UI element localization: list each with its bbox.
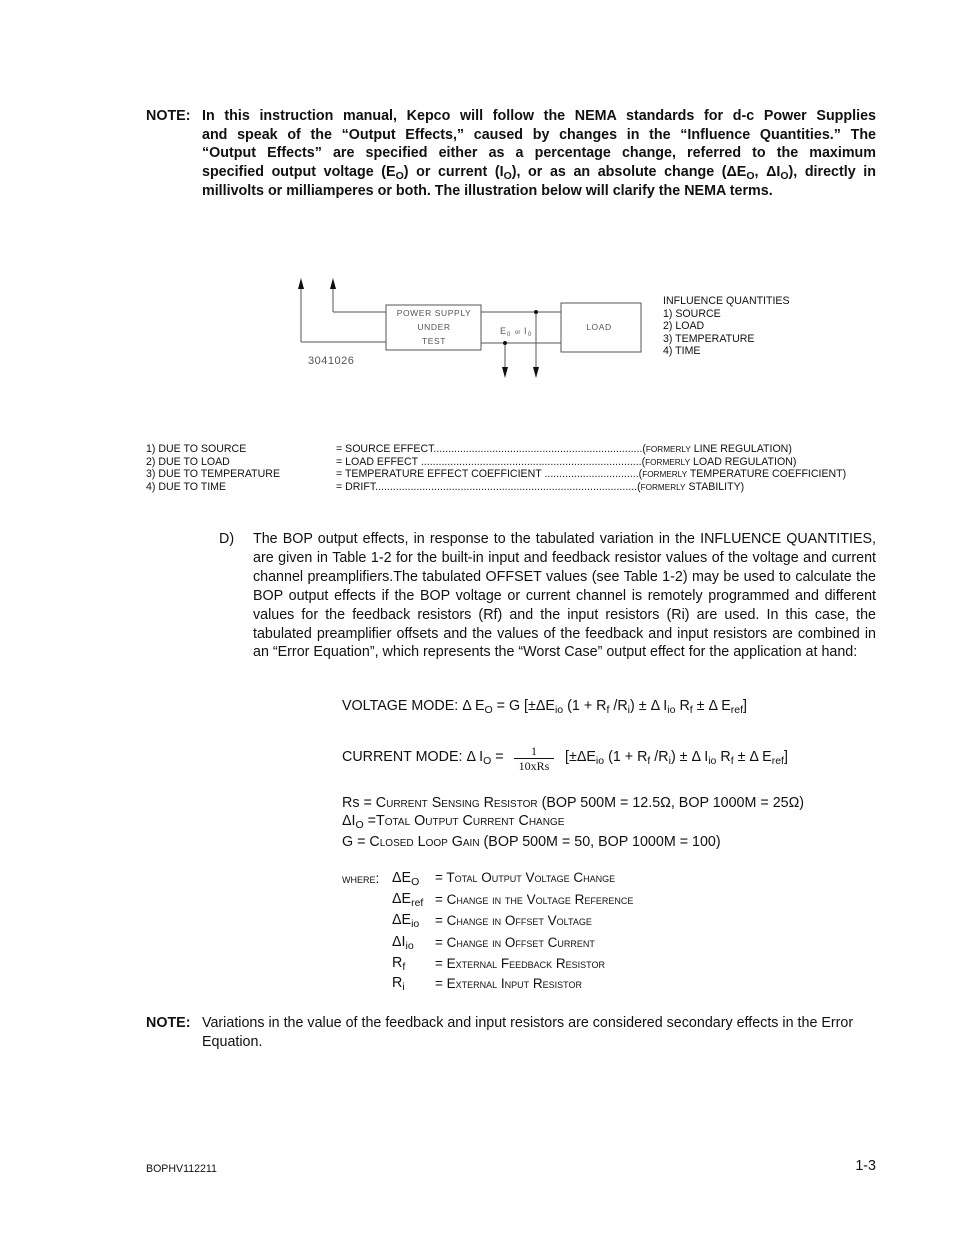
junction-dot: [503, 341, 507, 345]
ps-label: POWER SUPPLY: [396, 308, 472, 318]
current-mode-equation-left: CURRENT MODE: Δ $I_O$ =: [342, 749, 504, 767]
where-definition: = External Input Resistor: [435, 976, 582, 991]
arrow-down-icon: [533, 367, 539, 378]
nema-block-diagram: [290, 272, 670, 384]
effect-label: = SOURCE EFFECT.......................................................................(FORMERLY LINE REGULATION): [336, 443, 792, 455]
where-symbol: $\Delta E_{ref}$: [392, 891, 424, 909]
paragraph-d: [219, 530, 876, 662]
note-line: millivolts or milliamperes or both. The illustration below will clarify the NEMA terms.: [202, 182, 773, 199]
influence-title: INFLUENCE QUANTITIES: [663, 295, 790, 307]
note-block-secondary: [146, 1014, 876, 1051]
note-text: [202, 107, 876, 201]
junction-dot: [534, 310, 538, 314]
where-symbol: $R_i$: [392, 975, 405, 993]
arrow-up-icon: [330, 278, 336, 289]
footer-page-number: 1-3: [855, 1158, 876, 1174]
where-definition: = Change in Offset Voltage: [435, 913, 592, 928]
influence-quantities: [663, 295, 790, 358]
note-block-nema: [146, 107, 876, 201]
voltage-mode-equation: VOLTAGE MODE: Δ $E_O = G$ [$\pm\Delta E_{io}$ ($1 + R_f$ $/R_i) \pm \Delta$ $I_{io}$ $R_f \pm \Delta$ $E_{ref}$]: [342, 698, 748, 716]
fraction-1-over-10xrs: [512, 744, 556, 774]
due-label: 1) DUE TO SOURCE: [146, 443, 247, 455]
eo-sub: 0: [507, 332, 511, 338]
where-symbol: $R_f$: [392, 955, 406, 973]
effect-label: = LOAD EFFECT ...........................................................................(FORMERLY LOAD REGULATION): [336, 455, 797, 468]
where-label: where:: [342, 871, 380, 886]
where-definition: = External Feedback Resistor: [435, 956, 606, 971]
ps-label: TEST: [421, 336, 447, 346]
where-symbol: $\Delta E_O$: [392, 870, 420, 888]
where-symbol: $\Delta E_{io}$: [392, 912, 420, 930]
due-label: 3) DUE TO TEMPERATURE: [146, 468, 281, 481]
due-label: 2) DUE TO LOAD: [146, 455, 230, 468]
where-definition: = Total Output Voltage Change: [435, 870, 616, 885]
where-definition: = Change in the Voltage Reference: [435, 892, 634, 907]
arrow-up-icon: [298, 278, 304, 289]
note-line: specified output voltage $(E_O)$ or current $(I_O)$, or as an absolute change ($\Delta E_O$, $\Delta I_O$), directly in: [202, 164, 876, 183]
io-definition: $\Delta I_O$ =Total Output Current Change: [342, 813, 565, 831]
load-label: LOAD: [586, 322, 612, 332]
note-label: NOTE:: [146, 1015, 191, 1031]
io-label: I: [524, 326, 527, 336]
or-label: or: [515, 330, 521, 336]
fraction-denominator: 10xRs: [518, 759, 550, 773]
influence-item: 4) TIME: [663, 345, 701, 358]
fraction-numerator: 1: [531, 744, 537, 758]
influence-item: 2) LOAD: [663, 320, 705, 333]
figure-number: 3041026: [308, 355, 355, 367]
note-line: “Output Effects” are specified either as a percentage change, referred to the maximum: [202, 145, 876, 162]
footer-doc-id: BOPHV112211: [146, 1163, 217, 1175]
ps-label: UNDER: [417, 322, 451, 332]
effect-label: = DRIFT.........................................................................................(FORMERLY STABILITY): [336, 481, 745, 494]
arrow-down-icon: [502, 367, 508, 378]
effect-label: = TEMPERATURE EFFECT COEFFICIENT ................................(FORMERLY TEMPERATURE COEFFICIENT): [336, 468, 847, 481]
influence-item: 1) SOURCE: [663, 307, 721, 320]
current-mode-equation-right: [$\pm\Delta E_{io}$ ($1 + R_f$ $/R_i) \pm \Delta$ $I_{io}$ $R_f \pm \Delta$ $E_{ref}$]: [565, 749, 788, 767]
rs-definition: Rs = Current Sensing Resistor (BOP 500M = 12.5Ω, BOP 1000M = 25Ω): [342, 795, 805, 811]
g-definition: G = Closed Loop Gain (BOP 500M = 50, BOP 1000M = 100): [342, 834, 721, 850]
where-symbol: $\Delta I_{io}$: [392, 934, 414, 952]
note-line: In this instruction manual, Kepco will follow the NEMA standards for d-c Power Supplies: [202, 108, 876, 124]
due-label: 4) DUE TO TIME: [146, 481, 227, 494]
note-label: NOTE:: [146, 108, 191, 124]
eo-label: E: [500, 326, 507, 336]
note-text: Variations in the value of the feedback and input resistors are considered secondary effects in the Error Equation.: [202, 1015, 854, 1050]
io-sub: 0: [528, 332, 532, 338]
influence-item: 3) TEMPERATURE: [663, 332, 755, 345]
note-line: and speak of the “Output Effects,” caused by changes in the “Influence Quantities.” The: [202, 126, 876, 143]
paragraph-label: D): [219, 531, 235, 547]
paragraph-text: The BOP output effects, in response to the tabulated variation in the INFLUENCE QUANTITIES, are given in Table 1-2 for the built-in input and feedback resistor values of the voltage and current channel preamplifiers.The tabulated OFFSET values (see Table 1-2) may be used to calculate the BOP output effects if the BOP voltage or current channel is remotely programmed and different values for the feedback resistors (Rf) and the input resistors (Ri) are used. In this case, the tabulated preamplifier offsets and the values of the feedback and input resistors are combined in an “Error Equation”, which represents the “Worst Case” output effect for the application at hand:: [253, 531, 876, 661]
where-definition: = Change in Offset Current: [435, 935, 595, 950]
